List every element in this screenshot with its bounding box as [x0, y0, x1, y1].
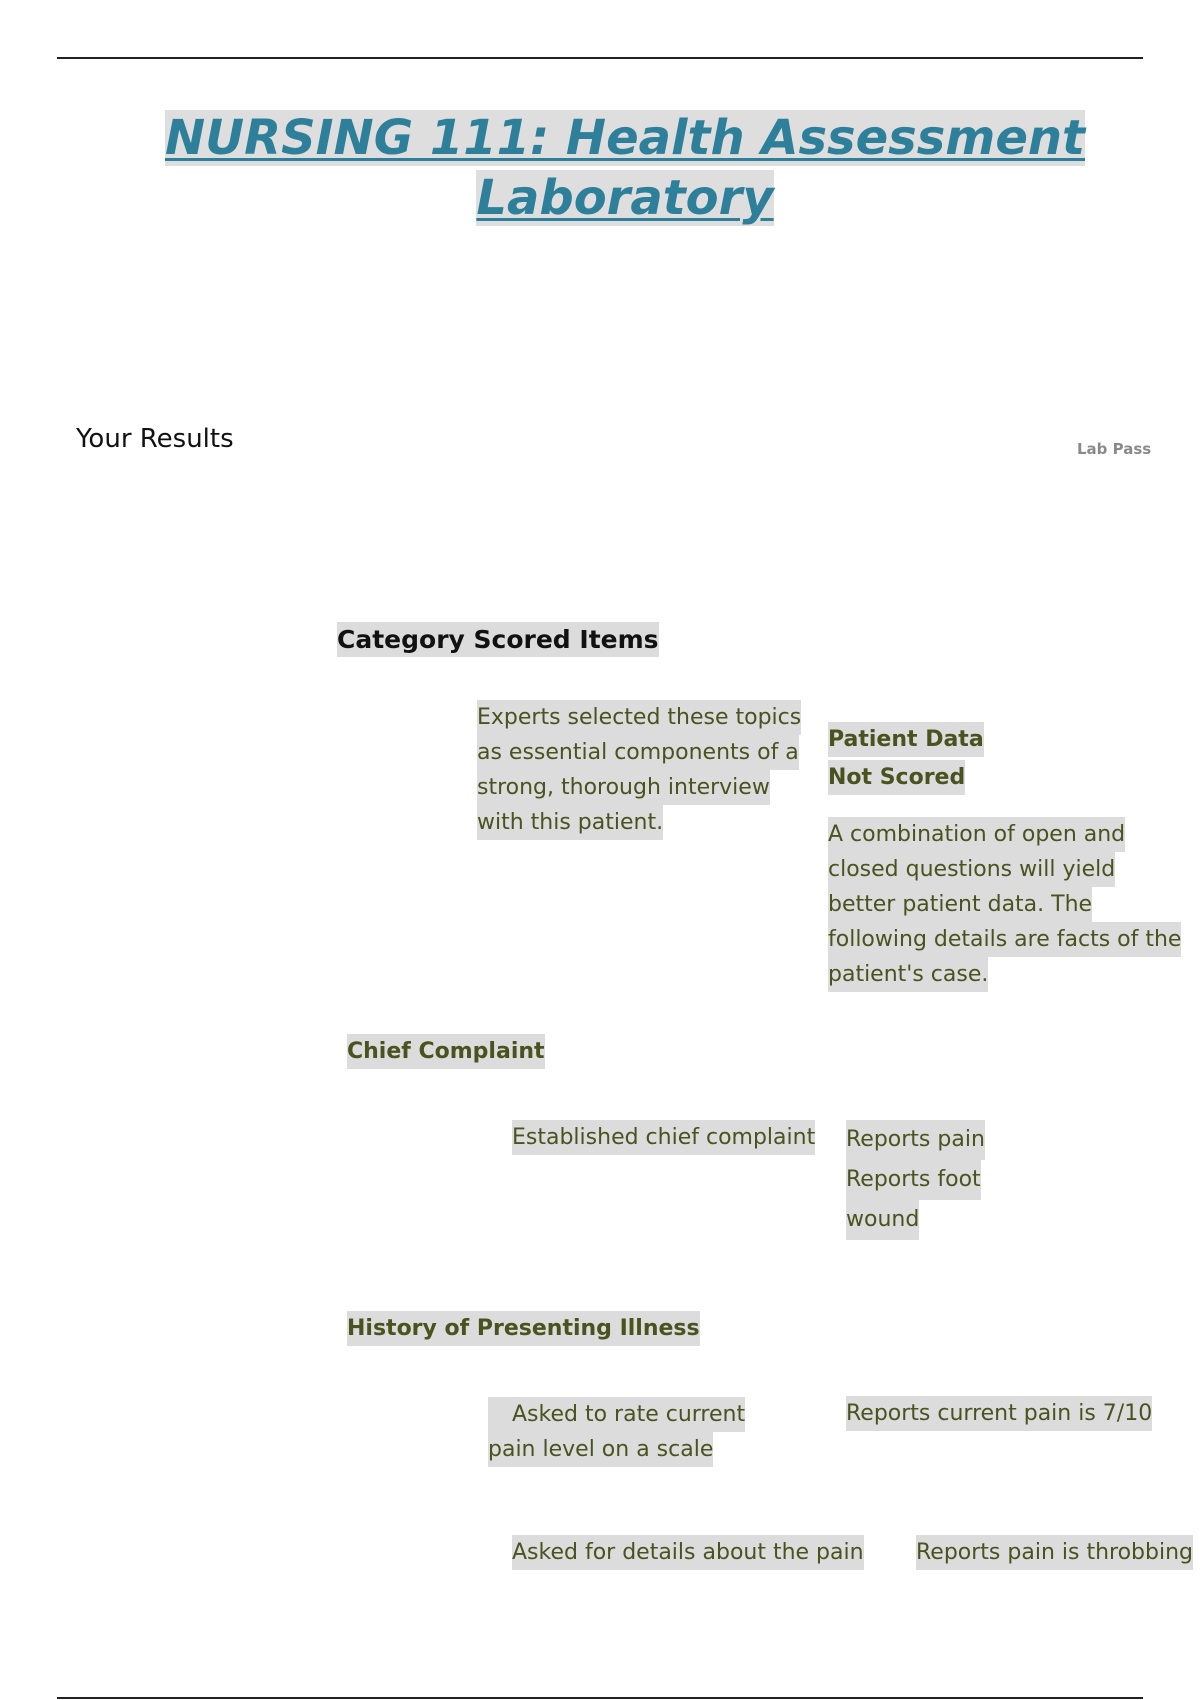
your-results-label: Your Results: [76, 424, 234, 454]
not-scored-label: Not Scored: [828, 760, 965, 795]
answer-line: Reports foot: [846, 1160, 981, 1200]
lab-pass-logo: Lab Pass: [1077, 440, 1152, 458]
question-line: pain level on a scale: [488, 1432, 713, 1467]
section-heading-chief-complaint: Chief Complaint: [347, 1034, 545, 1069]
document-title: [0, 108, 1200, 228]
answer-line: wound: [846, 1200, 919, 1240]
patient-note-line: closed questions will yield: [828, 852, 1115, 887]
intro-text: [477, 700, 801, 840]
title-line-2: Laboratory: [476, 170, 774, 226]
top-rule: [57, 57, 1143, 59]
bottom-rule: [57, 1697, 1143, 1699]
intro-line: strong, thorough interview: [477, 770, 770, 805]
item-question: [512, 1535, 864, 1570]
patient-note-line: following details are facts of the: [828, 922, 1181, 957]
question-line: Established chief complaint: [512, 1120, 815, 1155]
question-line: Asked to rate current: [488, 1397, 745, 1432]
answer-line: Reports current pain is 7/10: [846, 1396, 1152, 1431]
title-line-1: NURSING 111: Health Assessment: [165, 110, 1085, 166]
item-answer: [846, 1396, 1152, 1431]
question-line: Asked for details about the pain: [512, 1535, 864, 1570]
category-heading: Category Scored Items: [337, 622, 659, 657]
patient-data-heading: Patient Data: [828, 722, 984, 757]
item-answer: [916, 1535, 1193, 1570]
intro-line: with this patient.: [477, 805, 663, 840]
patient-note: [828, 817, 1181, 992]
patient-note-line: patient's case.: [828, 957, 988, 992]
intro-line: Experts selected these topics: [477, 700, 801, 735]
answer-line: Reports pain: [846, 1120, 985, 1160]
patient-note-line: A combination of open and: [828, 817, 1125, 852]
item-question: [512, 1120, 815, 1155]
patient-note-line: better patient data. The: [828, 887, 1092, 922]
item-question: [488, 1397, 745, 1467]
item-answer: [846, 1120, 985, 1240]
section-heading-history-of-presenting-illness: History of Presenting Illness: [347, 1311, 700, 1346]
intro-line: as essential components of a: [477, 735, 799, 770]
answer-line: Reports pain is throbbing: [916, 1535, 1193, 1570]
